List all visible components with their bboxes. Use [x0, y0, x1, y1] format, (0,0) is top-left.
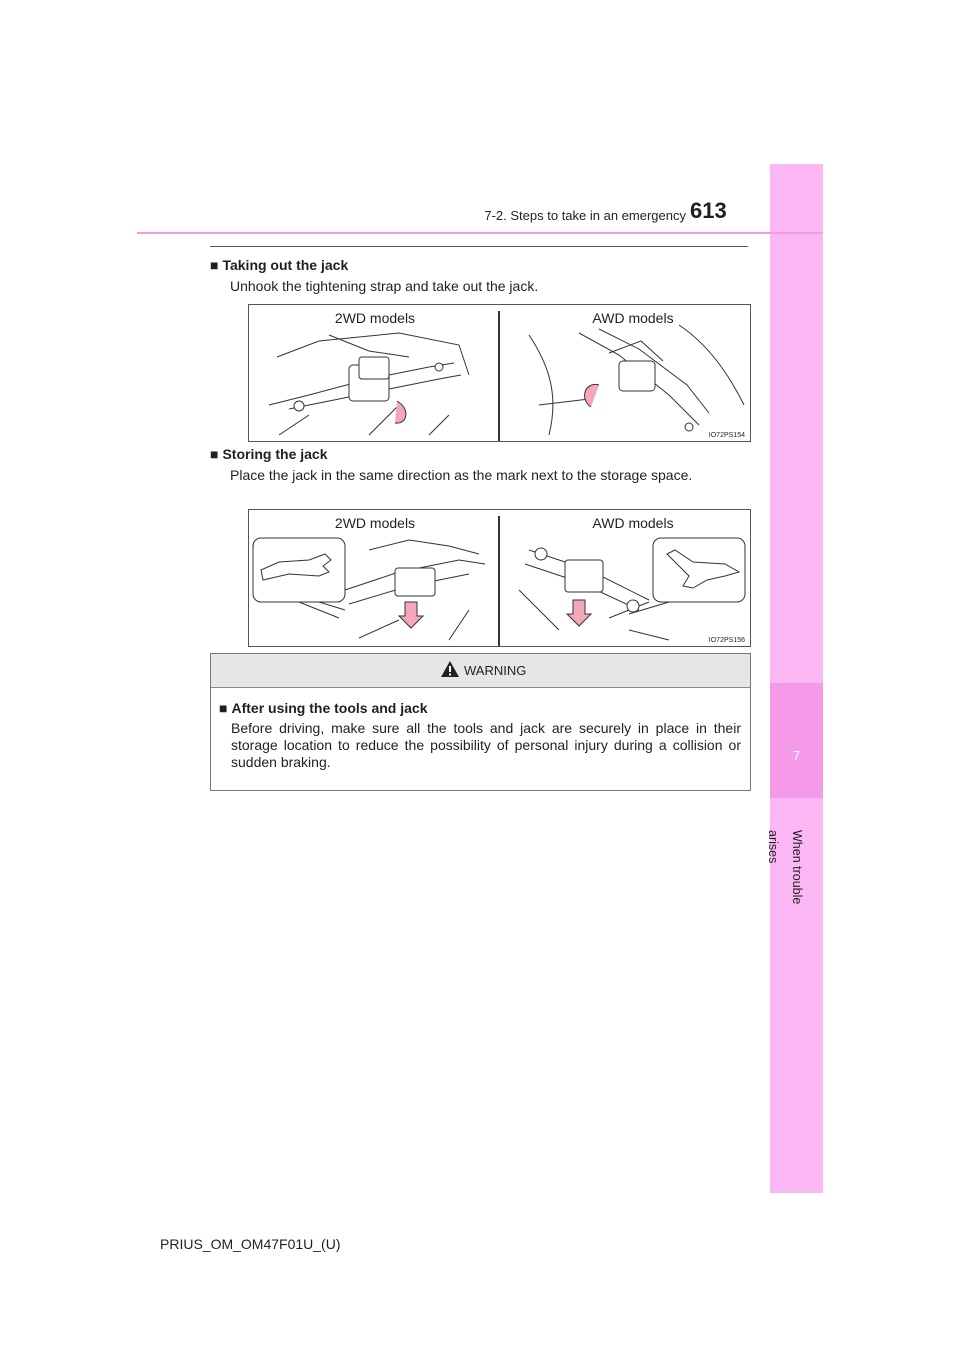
chapter-side-tab	[766, 164, 823, 1193]
footer-doc-id: PRIUS_OM_OM47F01U_(U)	[160, 1236, 341, 1252]
chapter-title: When trouble arises	[766, 830, 804, 905]
chapter-number-tab	[770, 683, 823, 798]
figure-label-awd: AWD models	[592, 515, 674, 531]
paragraph-storing-jack: Place the jack in the same direction as the mark next to the storage space.	[230, 467, 693, 483]
figure-code: IO72PS156	[708, 637, 745, 644]
warning-label: WARNING	[464, 663, 527, 678]
figure-illustration	[249, 305, 750, 441]
warning-header	[211, 654, 750, 688]
figure-code: IO72PS154	[708, 432, 745, 439]
bullet-square: ■	[219, 700, 228, 716]
bullet-square: ■	[210, 446, 219, 462]
chapter-number: 7	[792, 748, 801, 763]
figure-label-awd: AWD models	[592, 310, 674, 326]
heading-storing-jack	[210, 446, 328, 462]
heading-taking-out-jack	[210, 257, 348, 273]
warning-text: Before driving, make sure all the tools and jack are securely in place in their storage location to reduce the possibility of personal injury during a collision or sudden braking.	[231, 720, 741, 770]
header-rule	[137, 232, 823, 234]
warning-heading	[219, 700, 428, 716]
figure-illustration	[249, 510, 750, 646]
warning-heading-text: After using the tools and jack	[231, 700, 428, 716]
section-title: 7-2. Steps to take in an emergency	[484, 208, 686, 223]
paragraph-taking-out-jack: Unhook the tightening strap and take out the jack.	[230, 278, 539, 294]
figure-storing-jack	[248, 509, 751, 647]
warning-triangle-icon	[440, 660, 460, 678]
heading-text: Storing the jack	[222, 446, 328, 462]
figure-label-2wd: 2WD models	[334, 515, 416, 531]
figure-taking-out-jack	[248, 304, 751, 442]
figure-label-2wd: 2WD models	[334, 310, 416, 326]
warning-box	[210, 653, 751, 791]
bullet-square: ■	[210, 257, 219, 273]
heading-text: Taking out the jack	[222, 257, 349, 273]
content-rule	[210, 246, 748, 247]
page-number: 613	[690, 198, 727, 223]
